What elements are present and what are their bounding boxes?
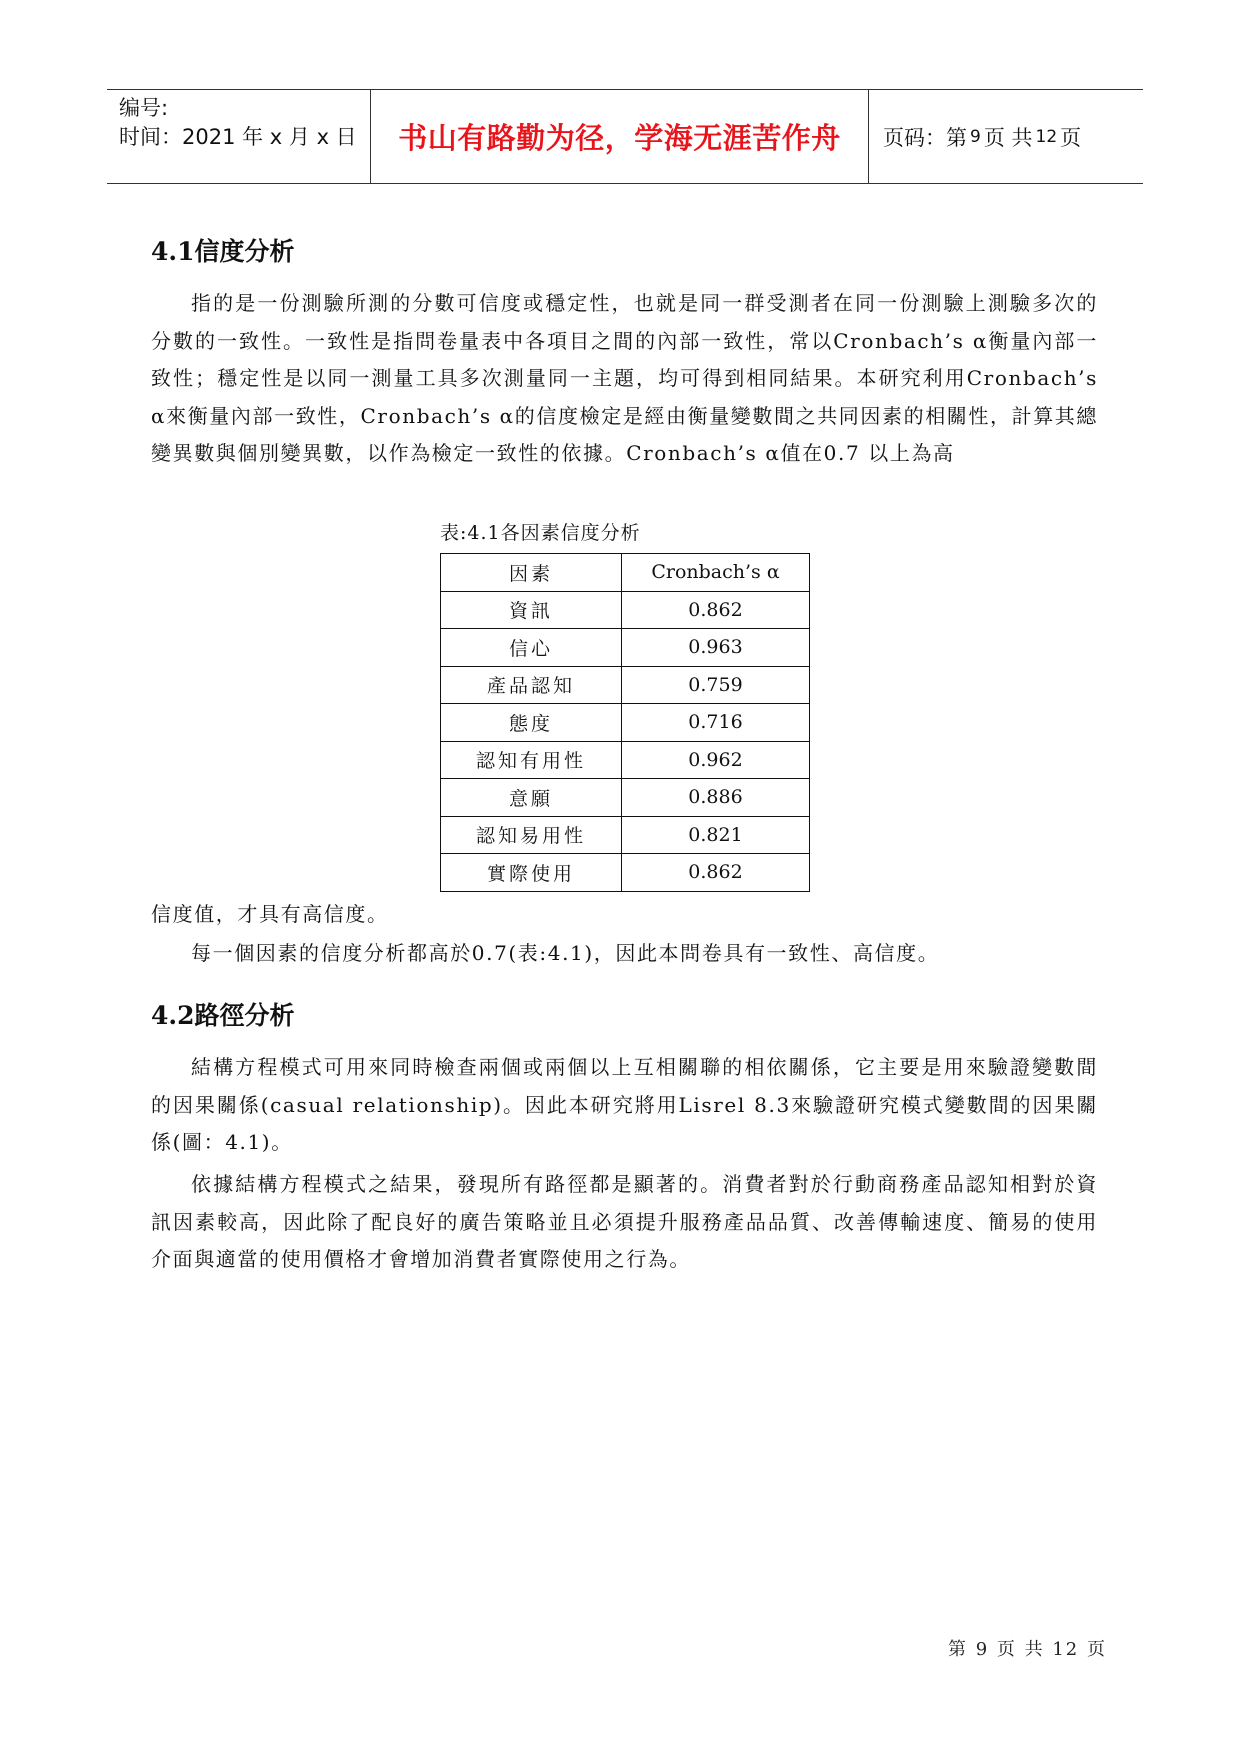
factor-cell: 認知易用性 [441,816,622,854]
table-header-factor: 因素 [441,554,622,592]
page-number: 9 [970,126,981,147]
section-2-paragraph-1: 結構方程模式可用來同時檢查兩個或兩個以上互相關聯的相依關係，它主要是用來驗證變數間的因果關係(casual relationship)。因此本研究將用Lisrel 8.3來驗證研究模式變數間的因果關係(圖：4.1)。 [151,1055,1098,1154]
page-total: 12 [1035,126,1058,147]
number-label: 编号: [119,96,169,120]
time-label: 时间：2021 年 x 月 x 日 [119,125,357,149]
table-header-alpha: Cronbach’s α [622,554,810,592]
alpha-cell: 0.963 [622,629,810,667]
factor-cell: 產品認知 [441,666,622,704]
page-footer: 第 9 页 共 12 页 [948,1639,1107,1660]
section-2-paragraph-2: 依據結構方程模式之結果，發現所有路徑都是顯著的。消費者對於行動商務產品認知相對於資訊因素較高，因此除了配良好的廣告策略並且必須提升服務產品品質、改善傳輸速度、簡易的使用介面與適當的使用價格才會增加消費者實際使用之行為。 [151,1172,1098,1271]
table-caption: 表:4.1各因素信度分析 [440,522,641,544]
header-motto: 书山有路勤为径，学海无涯苦作舟 [371,90,869,183]
reliability-table [440,553,810,892]
alpha-cell: 0.886 [622,779,810,817]
table-row [441,704,810,742]
table-row [441,816,810,854]
page-mid-label: 页 共 [983,125,1033,150]
page-end-label: 页 [1060,125,1082,150]
header-meta [107,90,371,183]
table-row [441,591,810,629]
alpha-cell: 0.962 [622,741,810,779]
table-row [441,666,810,704]
factor-cell: 實際使用 [441,854,622,892]
page-label: 页码：第 [883,125,967,150]
alpha-cell: 0.716 [622,704,810,742]
alpha-cell: 0.862 [622,591,810,629]
factor-cell: 認知有用性 [441,741,622,779]
factor-cell: 意願 [441,779,622,817]
alpha-cell: 0.759 [622,666,810,704]
table-row [441,779,810,817]
alpha-cell: 0.821 [622,816,810,854]
header-page-info [869,90,1143,183]
table-row [441,741,810,779]
table-header-row [441,554,810,592]
page-header [107,89,1143,184]
section-2-title: 4.2路徑分析 [151,1001,295,1030]
alpha-cell: 0.862 [622,854,810,892]
table-row [441,854,810,892]
section-1-title: 4.1信度分析 [151,237,295,266]
section-1-paragraph: 指的是一份測驗所測的分數可信度或穩定性，也就是同一群受測者在同一份測驗上測驗多次的分數的一致性。一致性是指問卷量表中各項目之間的內部一致性，常以Cronbach’s α衡量內部一致性；穩定性是以同一測量工具多次測量同一主題，均可得到相同結果。本研究利用Cronbach’s α來衡量內部一致性，Cronbach’s α的信度檢定是經由衡量變數間之共同因素的相關性，計算其總變異數與個別變異數，以作為檢定一致性的依據。Cronbach’s α值在0.7 以上為高 [151,291,1098,465]
factor-cell: 態度 [441,704,622,742]
factor-cell: 信心 [441,629,622,667]
section-1-continuation: 信度值，才具有高信度。 [151,902,389,926]
section-1-summary: 每一個因素的信度分析都高於0.7(表:4.1)，因此本問卷具有一致性、高信度。 [191,941,940,965]
factor-cell: 資訊 [441,591,622,629]
table-row [441,629,810,667]
